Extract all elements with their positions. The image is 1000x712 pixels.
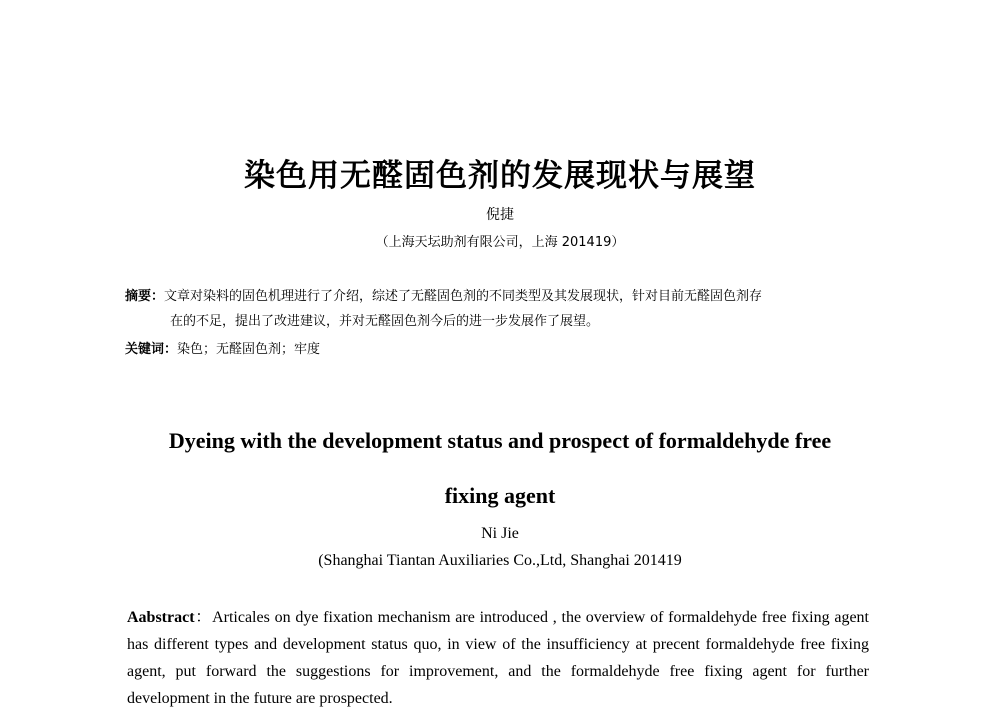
english-title-line-1: Dyeing with the development status and prospect of formaldehyde free [168, 428, 832, 453]
english-author: Ni Jie [481, 525, 519, 542]
english-abstract-label: Aabstract [127, 609, 195, 626]
chinese-keywords-text: 染色；无醛固色剂；牢度 [177, 342, 321, 357]
chinese-keywords [125, 338, 320, 357]
english-abstract-separator: ： [194, 609, 213, 626]
chinese-abstract-line-2: 在的不足，提出了改进建议，并对无醛固色剂今后的进一步发展作了展望。 [170, 314, 600, 329]
chinese-abstract [125, 284, 870, 334]
chinese-abstract-line-1 [125, 284, 870, 309]
chinese-keywords-label: 关键词： [125, 342, 178, 357]
english-affiliation: (Shanghai Tiantan Auxiliaries Co.,Ltd, Shanghai 201419 [318, 552, 682, 569]
chinese-abstract-text-1: 文章对染料的固色机理进行了介绍，综述了无醛固色剂的不同类型及其发展现状，针对目前无醛固色剂存 [164, 289, 763, 304]
english-title-line-2: fixing agent [444, 483, 556, 508]
english-abstract-text: Articales on dye fixation mechanism are introduced , the overview of formaldehyde free fixing agent has different types and development status quo, in view of the insufficiency at precent formaldehyde free fixing agent, put forward the suggestions for improvement, and the formaldehyde free fixing agent for further development in the future are prospected. [127, 609, 869, 707]
english-abstract [127, 604, 869, 712]
chinese-affiliation: （上海天坛助剂有限公司，上海 201419） [375, 235, 625, 250]
chinese-title: 染色用无醛固色剂的发展现状与展望 [244, 158, 756, 194]
chinese-abstract-label: 摘要： [125, 289, 165, 304]
chinese-author: 倪捷 [486, 207, 514, 223]
